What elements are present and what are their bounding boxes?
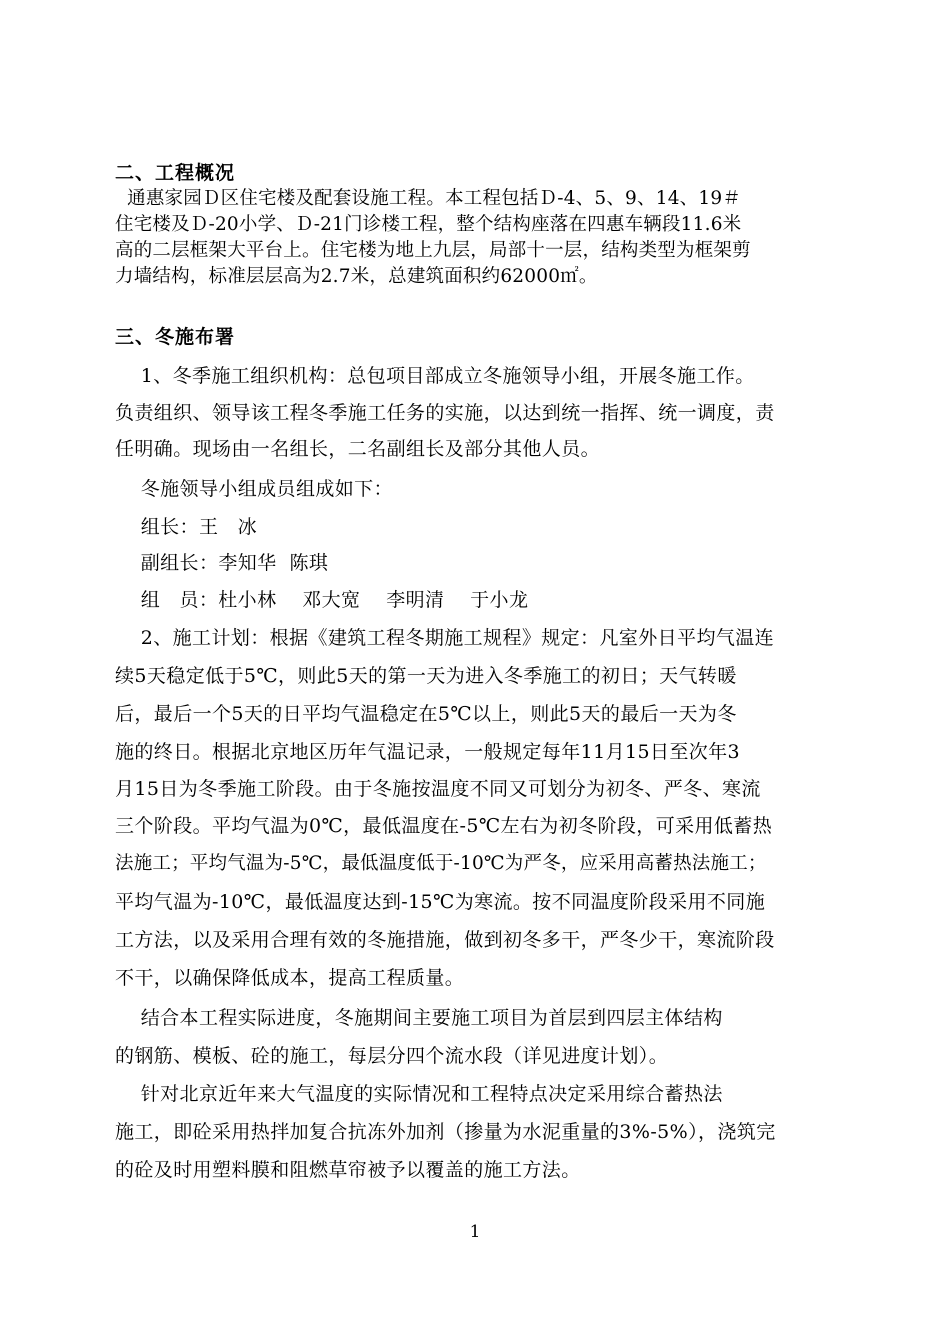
section-heading-overview: 二、工程概况: [115, 162, 236, 184]
winter-line-14: 法施工；平均气温为-5℃，最低温度低于-10℃为严冬，应采用高蓄热法施工；: [115, 853, 767, 874]
winter-line-18: 结合本工程实际进度，冬施期间主要施工项目为首层到四层主体结构: [115, 1007, 723, 1029]
winter-line-13: 三个阶段。平均气温为0℃，最低温度在-5℃左右为初冬阶段，可采用低蓄热: [115, 815, 773, 837]
overview-line-4: 力墙结构，标准层层高为2.7米，总建筑面积约62000㎡。: [115, 266, 598, 287]
winter-line-2: 负责组织、领导该工程冬季施工任务的实施，以达到统一指挥、统一调度，责: [115, 402, 775, 424]
section-heading-winter: 三、冬施布署: [115, 326, 236, 348]
overview-line-1: 通惠家园Ｄ区住宅楼及配套设施工程。本工程包括Ｄ-4、5、9、14、19＃: [115, 188, 742, 209]
winter-line-4: 冬施领导小组成员组成如下：: [115, 478, 393, 500]
team-members: 组 员：杜小林 邓大宽 李明清 于小龙: [115, 589, 529, 611]
winter-line-21: 施工，即砼采用热拌加复合抗冻外加剂（掺量为水泥重量的3%-5%），浇筑完: [115, 1121, 776, 1143]
winter-line-10: 后，最后一个5天的日平均气温稳定在5℃以上，则此5天的最后一天为冬: [115, 703, 737, 725]
page-number: 1: [469, 1222, 481, 1242]
winter-line-15: 平均气温为-10℃，最低温度达到-15℃为寒流。按不同温度阶段采用不同施: [115, 891, 766, 913]
winter-line-12: 月15日为冬季施工阶段。由于冬施按温度不同又可划分为初冬、严冬、寒流: [115, 778, 761, 800]
winter-line-8: 2、施工计划：根据《建筑工程冬期施工规程》规定：凡室外日平均气温连: [115, 627, 775, 649]
winter-line-1: 1、冬季施工组织机构：总包项目部成立冬施领导小组，开展冬施工作。: [115, 365, 755, 387]
winter-line-20: 针对北京近年来大气温度的实际情况和工程特点决定采用综合蓄热法: [115, 1083, 723, 1105]
winter-line-22: 的砼及时用塑料膜和阻燃草帘被予以覆盖的施工方法。: [115, 1159, 581, 1181]
overview-line-2: 住宅楼及Ｄ-20小学、Ｄ-21门诊楼工程，整个结构座落在四惠车辆段11.6米: [115, 214, 742, 235]
winter-line-17: 不干，以确保降低成本，提高工程质量。: [115, 967, 465, 989]
winter-line-9: 续5天稳定低于5℃，则此5天的第一天为进入冬季施工的初日；天气转暖: [115, 665, 737, 687]
winter-line-19: 的钢筋、模板、砼的施工，每层分四个流水段（详见进度计划）。: [115, 1045, 669, 1067]
winter-line-16: 工方法，以及采用合理有效的冬施措施，做到初冬多干，严冬少干，寒流阶段: [115, 929, 775, 951]
team-leader: 组长：王 冰: [115, 516, 258, 538]
overview-line-3: 高的二层框架大平台上。住宅楼为地上九层，局部十一层，结构类型为框架剪: [115, 240, 751, 261]
winter-line-3: 任明确。现场由一名组长，二名副组长及部分其他人员。: [115, 438, 601, 460]
team-deputies: 副组长：李知华 陈琪: [115, 552, 329, 574]
winter-line-11: 施的终日。根据北京地区历年气温记录，一般规定每年11月15日至次年3: [115, 741, 741, 763]
